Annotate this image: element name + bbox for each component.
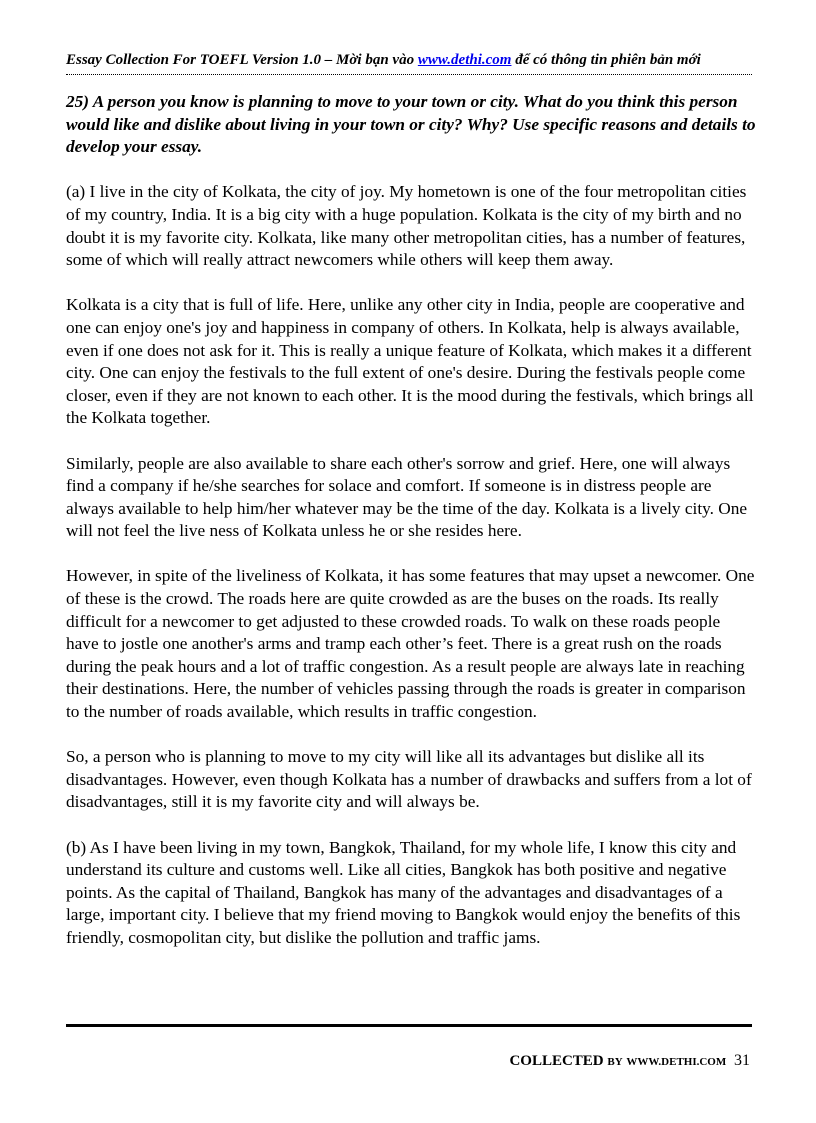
- essay-paragraph: (a) I live in the city of Kolkata, the city of joy. My hometown is one of the four metropolitan cities of my country, India. It is a big city with a huge population. Kolkata is the city of my birth and no doubt it is my favorite city. Kolkata, like many other metropolitan cities, has a number of features, some of which will really attract newcomers while others will keep them away.: [66, 182, 747, 270]
- footer-site: WWW.DETHI.COM: [626, 1056, 727, 1068]
- header-text: Essay Collection For TOEFL Version 1.0 – Mời bạn vào: [66, 52, 418, 68]
- header-text-suffix: để có thông tin phiên bản mới: [511, 52, 701, 68]
- essay-paragraph: Similarly, people are also available to share each other's sorrow and grief. Here, one will always find a company if he/she searches for solace and comfort. If someone is in distress people are always available to help him/her whatever may be the time of the day. Kolkata is a lively city. One will not feel the live ness of Kolkata unless he or she resides here.: [66, 453, 748, 541]
- essay-body: [66, 91, 756, 950]
- footer-by: BY: [607, 1056, 623, 1068]
- essay-paragraph: (b) As I have been living in my town, Bangkok, Thailand, for my whole life, I know this city and understand its culture and customs well. Like all cities, Bangkok has both positive and negative points. As the capital of Thailand, Bangkok has many of the advantages and disadvantages of a large, important city. I believe that my friend moving to Bangkok would enjoy the benefits of this friendly, cosmopolitan city, but dislike the pollution and traffic jams.: [66, 837, 741, 947]
- essay-paragraph: Kolkata is a city that is full of life. Here, unlike any other city in India, people are cooperative and one can enjoy one's joy and happiness in company of others. In Kolkata, help is always available, even if one does not ask for it. This is really a unique feature of Kolkata, which makes it a different city. One can enjoy the festivals to the full extent of one's desire. During the festivals people come closer, even if they are not known to each other. It is the mood during the festivals, which brings all the Kolkata together.: [66, 295, 754, 428]
- header-link[interactable]: www.dethi.com: [417, 52, 512, 68]
- header-divider: [66, 74, 752, 75]
- page-number: 31: [734, 1052, 750, 1069]
- footer-divider: [66, 1024, 752, 1027]
- page-header: [66, 50, 752, 70]
- essay-question: 25) A person you know is planning to move to your town or city. What do you think this person would like and dislike about living in your town or city? Why? Use specific reasons and details to develop your essay.: [66, 92, 756, 157]
- essay-paragraph: So, a person who is planning to move to my city will like all its advantages but dislike all its disadvantages. However, even though Kolkata has a number of drawbacks and suffers from a lot of disadvantages, still it is my favorite city and will always be.: [66, 747, 752, 812]
- page-footer: [509, 1052, 750, 1070]
- essay-paragraph: However, in spite of the liveliness of Kolkata, it has some features that may upset a newcomer. One of these is the crowd. The roads here are quite crowded as are the buses on the roads. Its really difficult for a newcomer to get adjusted to these crowded roads. To walk on these roads people have to jostle one another's arms and tramp each other’s feet. There is a great rush on the roads during the peak hours and a lot of traffic congestion. As a result people are always late in reaching their destinations. Here, the number of vehicles passing through the roads is greater in comparison to the number of roads available, which results in traffic congestion.: [66, 566, 755, 722]
- footer-collected: COLLECTED: [509, 1053, 604, 1069]
